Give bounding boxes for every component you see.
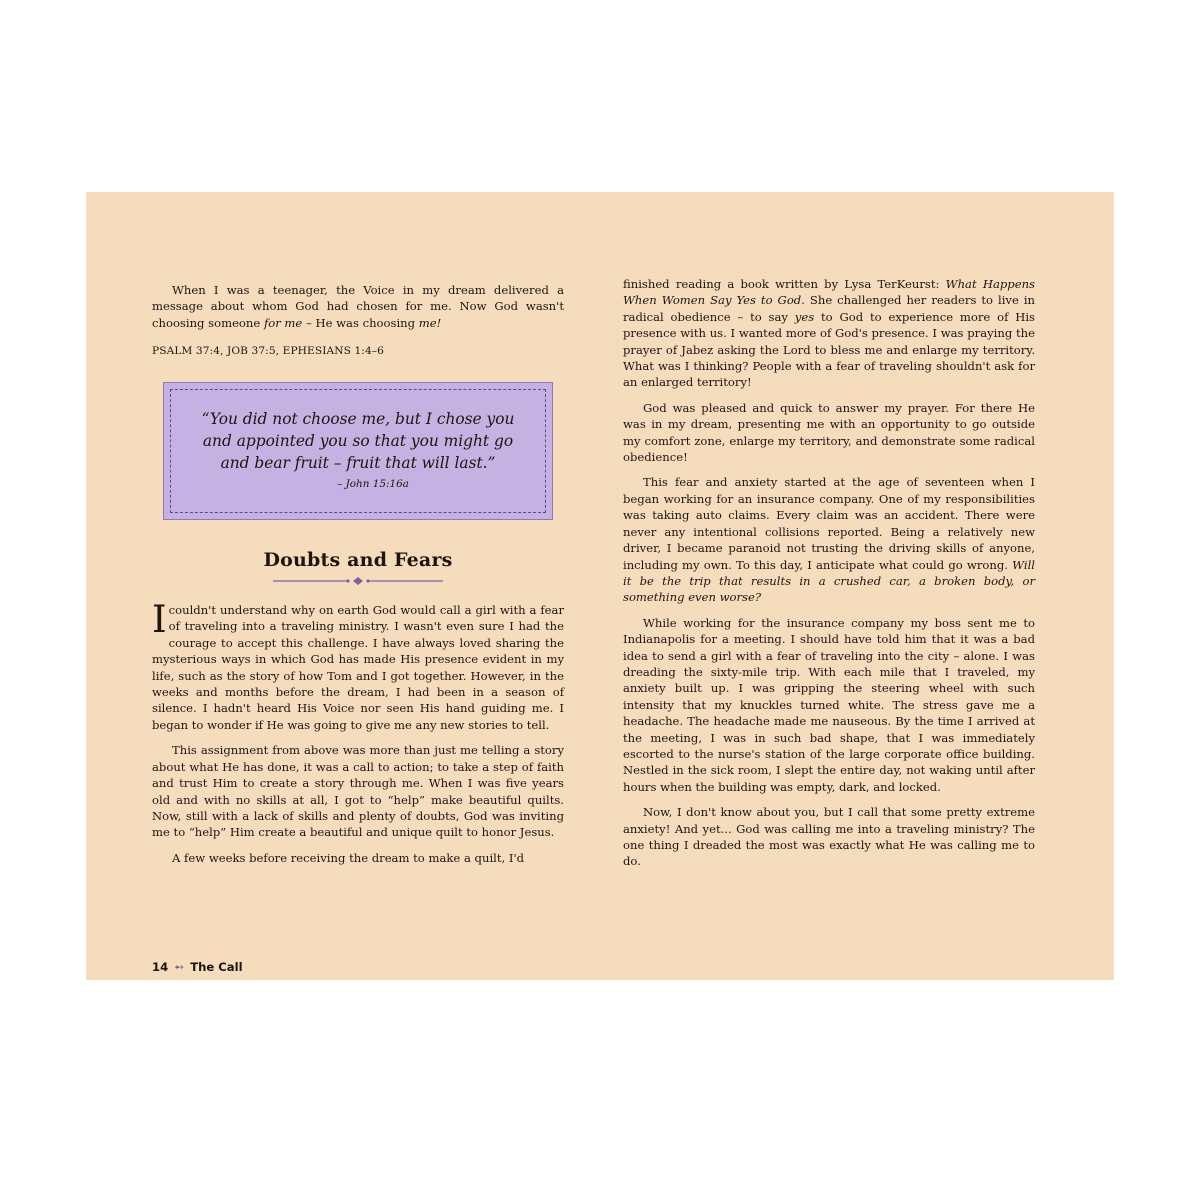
quote-text: “You did not choose me, but I chose you and appointed you so that you might go and bear fruit – fruit that will last.” <box>201 410 515 473</box>
paragraph: While working for the insurance company my boss sent me to Indianapolis for a meeting. I should have told him that it was a bad idea to send a girl with a fear of traveling into the city – alone. I was dreading the sixty-mile trip. With each mile that I traveled, my anxiety built up. I was gripping the steering wheel with such intensity that my knuckles turned white. The stress gave me a headache. The headache made me nauseous. By the time I arrived at the meeting, I was in such bad shape, that I was immediately escorted to the nurse's station of the large corporate office building. Nestled in the sick room, I slept the entire day, not waking until after hours when the building was empty, dark, and locked. <box>623 615 1035 794</box>
drop-cap: I <box>152 598 167 642</box>
paragraph: Icouldn't understand why on earth God would call a girl with a fear of traveling into a traveling ministry. I wasn't even sure I had the courage to accept this challenge. I have always loved sharing the mysterious ways in which God has made His presence evident in my life, such as the story of how Tom and I got together. However, in the weeks and months before the dream, I had been in a season of silence. I hadn't heard His Voice nor seen His hand guiding me. I began to wonder if He was going to give me any new stories to tell. <box>152 598 564 732</box>
paragraph: A few weeks before receiving the dream to make a quilt, I'd <box>172 850 525 865</box>
chapter-title: The Call <box>190 960 243 974</box>
paragraph: This assignment from above was more than just me telling a story about what He has done, it was a call to action; to take a step of faith and trust Him to create a story through me. When I was five years old and with no skills at all, I got to “help” make beautiful quilts. Now, still with a lack of skills and plenty of doubts, God was inviting me to “help” Him create a beautiful and unique quilt to honor Jesus. <box>152 743 564 840</box>
ornament-divider-icon <box>273 576 443 586</box>
arrow-icon: ➻ <box>174 960 185 974</box>
left-page-text <box>152 282 564 875</box>
paragraph: This fear and anxiety started at the age of seventeen when I began working for an insurance company. One of my responsibilities was taking auto claims. Every claim was an accident. There were never any intentional collisions reported. Being a relatively new driver, I became paranoid not trusting the driving skills of anyone, including my own. To this day, I anticipate what could go wrong. Will it be the trip that results in a crushed car, a broken body, or something even worse? <box>623 475 1035 605</box>
scripture-references: PSALM 37:4, JOB 37:5, EPHESIANS 1:4–6 <box>152 345 385 358</box>
paragraph: Now, I don't know about you, but I call that some pretty extreme anxiety! And yet... God was calling me into a traveling ministry? The one thing I dreaded the most was exactly what He was calling me to do. <box>623 805 1035 869</box>
paragraph: finished reading a book written by Lysa TerKeurst: What Happens When Women Say Yes to God. She challenged her readers to live in radical obedience – to say yes to God to experience more of His presence with us. I wanted more of God's presence. I was praying the prayer of Jabez asking the Lord to bless me and enlarge my territory. What was I thinking? People with a fear of traveling shouldn't ask for an enlarged territory! <box>623 277 1035 390</box>
page-footer <box>152 960 243 974</box>
paragraph: When I was a teenager, the Voice in my dream delivered a message about whom God had chosen for me. Now God wasn't choosing someone for me – He was choosing me! <box>152 283 564 330</box>
paragraph: God was pleased and quick to answer my prayer. For there He was in my dream, presenting me with an opportunity to go outside my comfort zone, enlarge my territory, and demonstrate some radical obedience! <box>623 400 1035 465</box>
quote-box <box>163 382 553 520</box>
section-heading: Doubts and Fears <box>263 548 453 571</box>
quote-citation: – John 15:16a <box>337 478 409 491</box>
right-page-text <box>623 276 1035 879</box>
page-number: 14 <box>152 960 169 974</box>
